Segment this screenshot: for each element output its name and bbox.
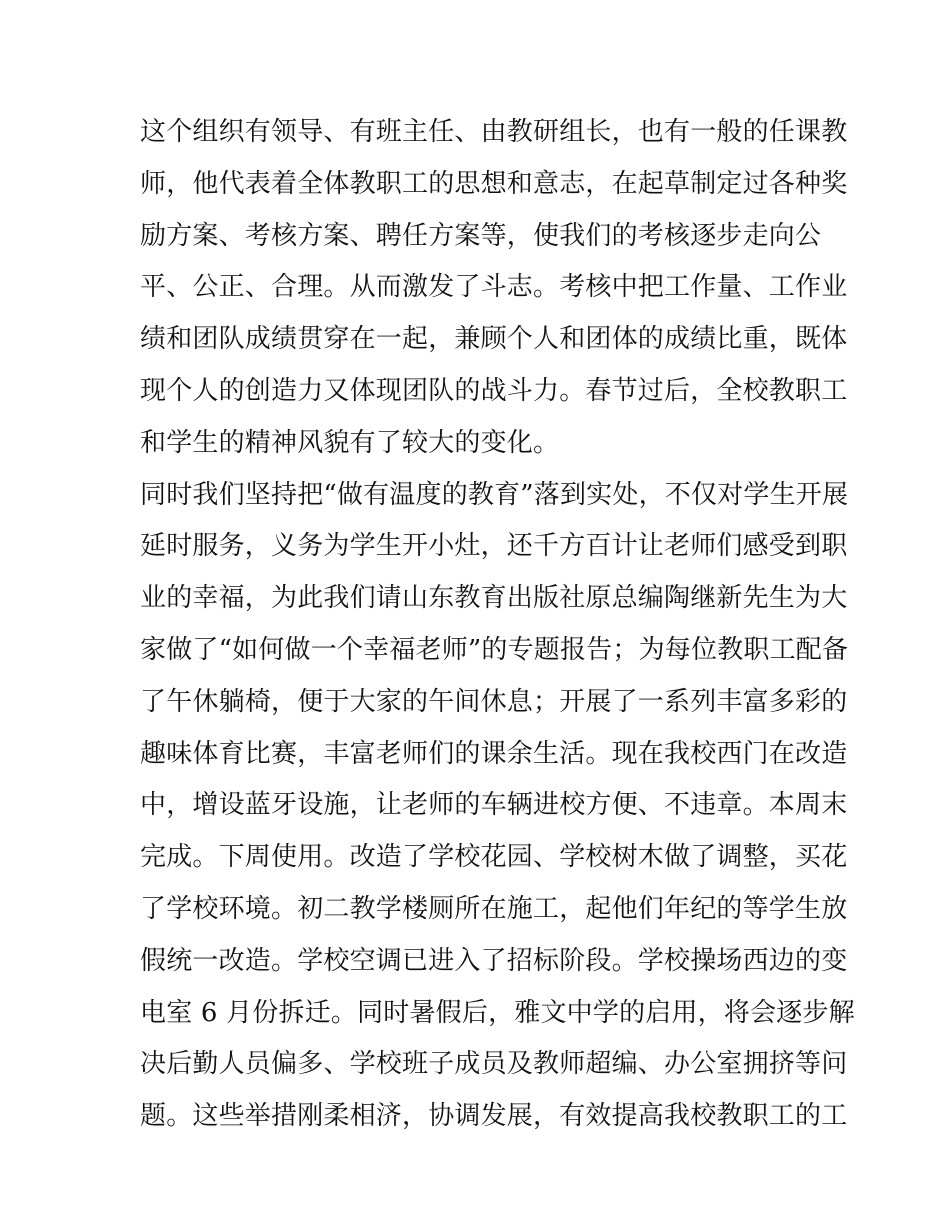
text-line: 业的幸福，为此我们请山东教育出版社原总编陶继新先生为大 [140, 583, 848, 614]
text-line: 电室 6 月份拆迁。同时暑假后，雅文中学的启用，将会逐步解 [140, 997, 855, 1028]
text-line: 家做了“如何做一个幸福老师”的专题报告；为每位教职工配备 [140, 634, 849, 665]
text-line: 这个组织有领导、有班主任、由教研组长，也有一般的任课教 [140, 117, 848, 147]
text-line: 绩和团队成绩贯穿在一起，兼顾个人和团体的成绩比重，既体 [140, 324, 848, 355]
text-line: 了学校环境。初二教学楼厕所在施工，起他们年纪的等学生放 [140, 893, 848, 924]
text-line: 了午休躺椅，便于大家的午间休息；开展了一系列丰富多彩的 [140, 686, 848, 717]
text-line: 现个人的创造力又体现团队的战斗力。春节过后，全校教职工 [140, 375, 848, 406]
text-line: 励方案、考核方案、聘任方案等，使我们的考核逐步走向公 [140, 220, 822, 251]
body-text [140, 107, 855, 1143]
text-line: 假统一改造。学校空调已进入了招标阶段。学校操场西边的变 [140, 945, 848, 976]
text-line: 延时服务，义务为学生开小灶，还千方百计让老师们感受到职 [140, 531, 848, 562]
text-line: 趣味体育比赛，丰富老师们的课余生活。现在我校西门在改造 [140, 738, 848, 769]
text-line: 平、公正、合理。从而激发了斗志。考核中把工作量、工作业 [140, 272, 848, 303]
text-line: 题。这些举措刚柔相济，协调发展，有效提高我校教职工的工 [140, 1101, 848, 1132]
text-line: 中，增设蓝牙设施，让老师的车辆进校方便、不违章。本周末 [140, 790, 848, 821]
text-line: 师，他代表着全体教职工的思想和意志，在起草制定过各种奖 [140, 168, 848, 199]
text-line: 同时我们坚持把“做有温度的教育”落到实处，不仅对学生开展 [140, 479, 849, 510]
text-line: 决后勤人员偏多、学校班子成员及教师超编、办公室拥挤等问 [140, 1049, 848, 1080]
text-line: 和学生的精神风貌有了较大的变化。 [140, 427, 560, 458]
text-line: 完成。下周使用。改造了学校花园、学校树木做了调整，买花 [140, 842, 848, 873]
